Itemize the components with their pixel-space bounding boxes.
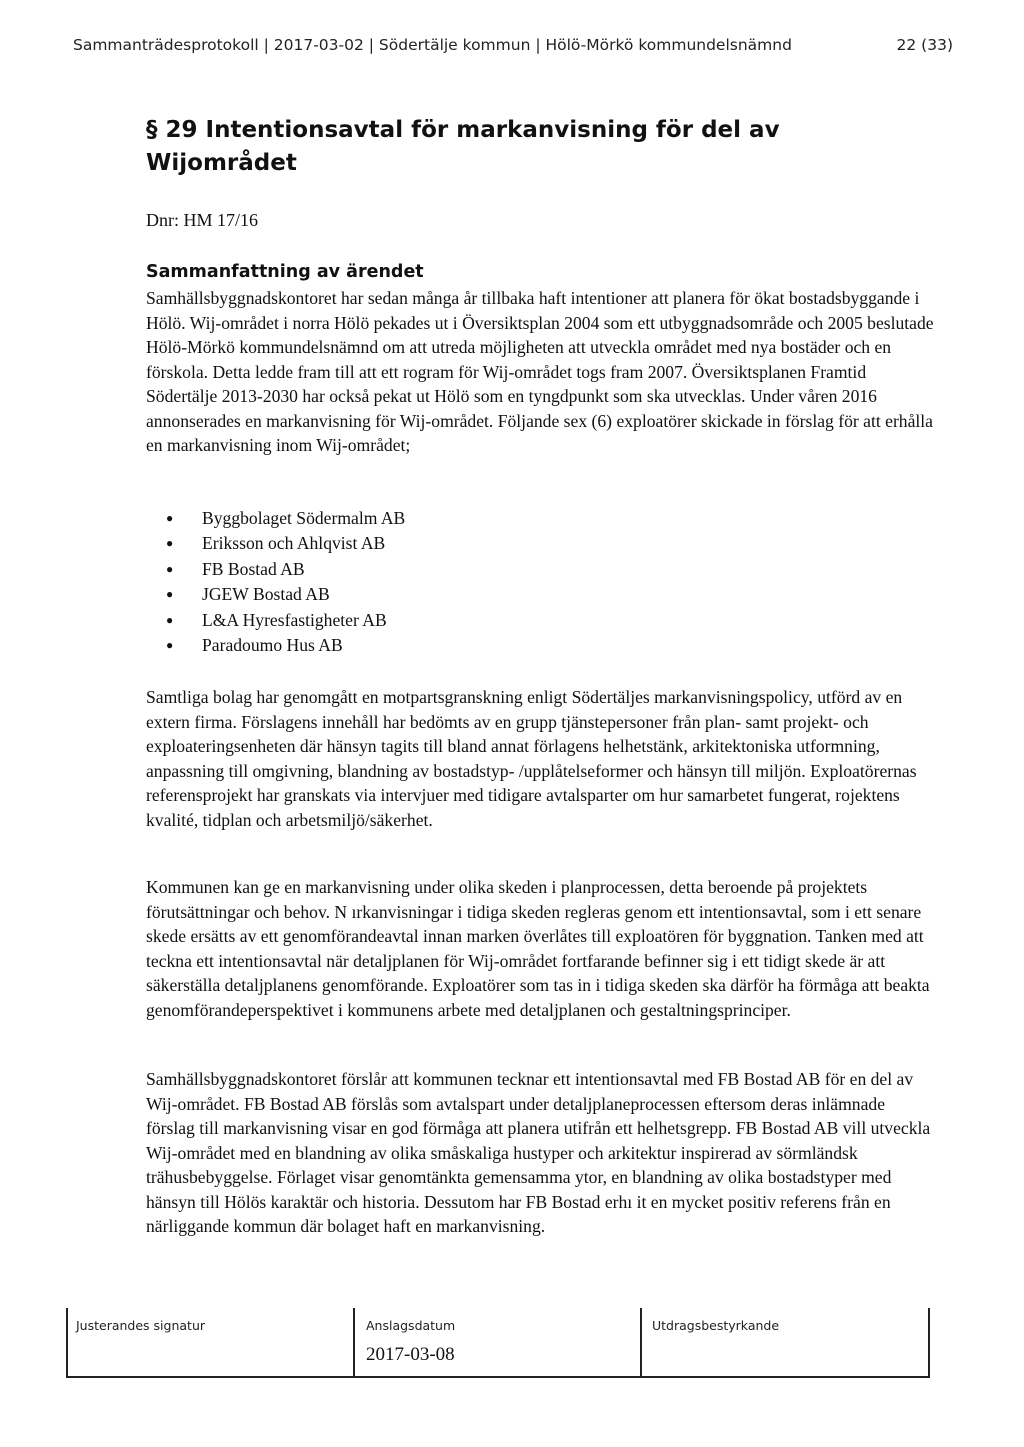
list-item: ● Paradoumo Hus AB — [202, 633, 936, 658]
paragraph-evaluation: Samtliga bolag har genomgått en motpartsgranskning enligt Södertäljes markanvisningspolicy, utförd av en extern firma. Förslagens innehåll har bedömts av en grupp tjänstepersoner från plan- samt projekt- och exploateringsenheten där hänsyn tagits till bland annat förlagens helhetstänk, arkitektoniska utformning, anpassning till omgivning, blandning av bostadstyp- /upplåtelseformer och hänsyn till miljön. Exploatörernas referensprojekt har granskats via intervjuer med tidigare avtalsparter om hur samarbetet fungerat, rojektens kvalité, tidplan och arbetsmiljö/säkerhet. — [146, 687, 917, 830]
page-number: 22 (33) — [896, 36, 953, 54]
summary-heading: Sammanfattning av ärendet — [146, 262, 424, 282]
list-item: ● Eriksson och Ahlqvist AB — [202, 531, 936, 556]
paragraph-background: Samhällsbyggnadskontoret har sedan många år tillbaka haft intentioner att planera för ökat bostadsbyggande i Hölö. Wij-området i norra Hölö pekades ut i Översiktsplan 2004 som ett utbyggnadsområde och 2005 beslutade Hölö-Mörkö kommundelsnämnd om att utreda möjligheten att utveckla området med nya bostäder och en förskola. Detta ledde fram till att ett rogram för Wij-området togs fram 2007. Översiktsplanen Framtid Södertälje 2013-2030 har också pekat ut Hölö som en tyngdpunkt som ska utvecklas. Under våren 2016 annonserades en markanvisning för Wij-området. Följande sex (6) exploatörer skickade in förslag för att erhålla en markanvisning inom Wij-området; — [146, 288, 934, 455]
certification-label: Utdragsbestyrkande — [652, 1318, 780, 1333]
footer-divider — [928, 1308, 930, 1378]
signature-footer — [66, 1308, 930, 1378]
paragraph-process: Kommunen kan ge en markanvisning under olika skeden i planprocessen, detta beroende på projektets förutsättningar och behov. Ν ırkanvisningar i tidiga skeden regleras genom ett intentionsavtal, som i ett senare skede ersätts av ett genomförandeavtal innan marken överlåtes till exploatören för byggnation. Tanken med att teckna ett intentionsavtal när detaljplanen för Wij-området fortfarande befinner sig i ett tidigt skede är att säkerställa detaljplanens genomförande. Exploatörer som tas in i tidiga skeden ska därför ha förmåga att beakta genomförandeperspektivet i kommunens arbete med detaljplanen och gestaltningsprinciper. — [146, 877, 930, 1020]
section-title: § 29 Intentionsavtal för markanvisning för del av Wijområdet — [146, 117, 780, 176]
posting-date-label: Anslagsdatum — [366, 1318, 456, 1333]
evaluation-section — [146, 685, 936, 832]
signature-label: Justerandes signatur — [76, 1318, 206, 1333]
case-number: Dnr: HM 17/16 — [146, 210, 258, 230]
process-section — [146, 875, 936, 1022]
summary-section — [146, 286, 936, 458]
footer-divider — [640, 1308, 642, 1378]
list-item: ● L&A Hyresfastigheter AB — [202, 608, 936, 633]
company-list — [146, 506, 936, 658]
paragraph-proposal: Samhällsbyggnadskontoret förslår att kommunen tecknar ett intentionsavtal med FB Bostad AB för en del av Wij-området. FB Bostad AB förslås som avtalspart under detaljplaneprocessen eftersom deras inlämnade förslag till markanvisning visar en god förmåga att planera utifrån ett helhetsgrepp. FB Bostad AB vill utveckla Wij-området med en blandning av olika småskaliga hustyper och arkitektur inspirerad av sörmländsk trähusbebyggelse. Förlaget visar genomtänkta gemensamma ytor, en blandning av olika bostadstyper med hänsyn till Hölös karaktär och historia. Dessutom har FB Bostad erhı it en mycket positiv referens från en närliggande kommun där bolaget haft en markanvisning. — [146, 1069, 931, 1236]
footer-divider — [353, 1308, 355, 1378]
page-header — [73, 36, 953, 54]
footer-divider — [66, 1308, 68, 1378]
posting-date-value: 2017-03-08 — [366, 1344, 455, 1365]
list-item: ● Byggbolaget Södermalm AB — [202, 506, 936, 531]
company-list-section — [146, 506, 936, 658]
proposal-section — [146, 1067, 936, 1239]
list-item: ● FB Bostad AB — [202, 557, 936, 582]
list-item: ● JGEW Bostad AB — [202, 582, 936, 607]
header-text: Sammanträdesprotokoll | 2017-03-02 | Södertälje kommun | Hölö-Mörkö kommundelsnämnd — [73, 36, 792, 54]
